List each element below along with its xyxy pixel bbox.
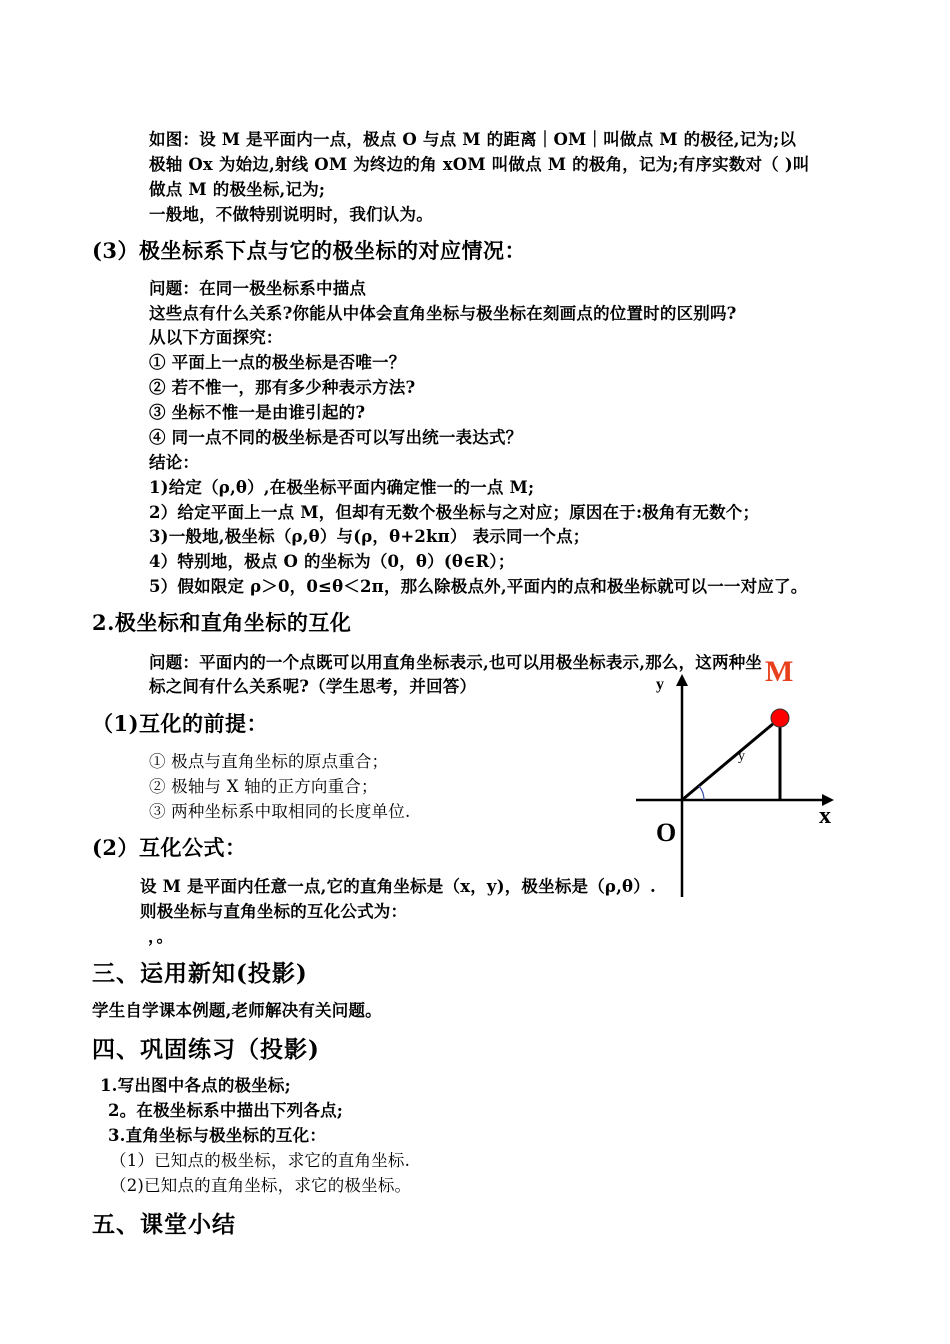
formula-heading: (2）互化公式：: [92, 835, 247, 860]
section-3-heading: (3）极坐标系下点与它的极坐标的对应情况：: [92, 238, 527, 263]
y-axis-arrow: [676, 674, 688, 686]
intro-line-2: 极轴 Ox 为始边,射线 OM 为终边的角 xOM 叫做点 M 的极角，记为;有序实数对（ )叫: [149, 155, 810, 174]
section-2-question-2: 标之间有什么关系呢?（学生思考，并回答）: [149, 677, 477, 696]
intro-line-4: 一般地，不做特别说明时，我们认为。: [149, 205, 433, 224]
conclusion-2: 2）给定平面上一点 M，但却有无数个极坐标与之对应；原因在于:极角有无数个；: [149, 503, 760, 522]
explore-item-2: ② 若不惟一，那有多少种表示方法?: [149, 378, 416, 397]
formula-line-1: 设 M 是平面内任意一点,它的直角坐标是（x，y)，极坐标是（ρ,θ）.: [140, 877, 656, 896]
exercise-item-1: 1.写出图中各点的极坐标;: [100, 1076, 291, 1095]
premise-item-3: ③ 两种坐标系中取相同的长度单位.: [149, 802, 411, 821]
point-m-label: M: [765, 655, 794, 688]
section-3-explore: 从以下方面探究：: [149, 328, 283, 347]
premise-item-2: ② 极轴与 X 轴的正方向重合；: [149, 777, 378, 796]
explore-item-4: ④ 同一点不同的极坐标是否可以写出统一表达式？: [149, 428, 523, 447]
exercise-item-4: （1）已知点的极坐标，求它的直角坐标.: [110, 1151, 411, 1170]
section-wu-heading: 五、课堂小结: [92, 1211, 236, 1238]
conclusion-3: 3)一般地,极坐标（ρ,θ）与(ρ，θ+2kπ） 表示同一个点；: [149, 527, 590, 546]
x-axis-label: x: [819, 803, 831, 829]
origin-label: O: [656, 818, 677, 847]
y-axis-label: y: [656, 676, 664, 693]
section-2-question-1: 问题：平面内的一个点既可以用直角坐标表示,也可以用极坐标表示,那么，这两种坐: [149, 653, 763, 672]
exercise-item-3: 3.直角坐标与极坐标的互化：: [108, 1126, 327, 1145]
premise-item-1: ① 极点与直角坐标的原点重合；: [149, 752, 389, 771]
section-si-heading: 四、巩固练习（投影): [92, 1036, 320, 1063]
intro-line-1: 如图：设 M 是平面内一点，极点 O 与点 M 的距离｜OM｜叫做点 M 的极径,记为;以: [149, 130, 797, 149]
conclusion-label: 结论：: [149, 453, 200, 472]
formula-line-3: ，。: [148, 927, 174, 946]
segment-label: y: [738, 749, 745, 764]
point-m: [771, 709, 789, 727]
conclusion-5: 5）假如限定 ρ＞0，0≤θ＜2π，那么除极点外,平面内的点和极坐标就可以一一对应了。: [149, 577, 808, 596]
premise-heading: （1)互化的前提：: [92, 711, 269, 736]
formula-line-2: 则极坐标与直角坐标的互化公式为：: [140, 902, 408, 921]
explore-item-1: ① 平面上一点的极坐标是否唯一？: [149, 353, 406, 372]
explore-item-3: ③ 坐标不惟一是由谁引起的?: [149, 403, 366, 422]
segment-om: [682, 718, 780, 800]
section-san-text: 学生自学课本例题,老师解决有关问题。: [92, 1001, 382, 1020]
exercise-item-2: 2。在极坐标系中描出下列各点;: [108, 1101, 344, 1120]
intro-line-3: 做点 M 的极坐标,记为;: [149, 180, 326, 199]
section-san-heading: 三、运用新知(投影): [92, 960, 308, 987]
conclusion-1: 1)给定（ρ,θ）,在极坐标平面内确定惟一的一点 M;: [149, 478, 535, 497]
angle-arc: [699, 786, 704, 800]
section-3-question: 问题：在同一极坐标系中描点: [149, 279, 367, 298]
conclusion-4: 4）特别地，极点 O 的坐标为（0，θ）(θ∈R）；: [149, 552, 515, 571]
section-3-question-2: 这些点有什么关系?你能从中体会直角坐标与极坐标在刻画点的位置时的区别吗?: [149, 304, 737, 323]
exercise-item-5: （2)已知点的直角坐标，求它的极坐标。: [110, 1176, 412, 1195]
section-2-heading: 2.极坐标和直角坐标的互化: [92, 610, 352, 635]
